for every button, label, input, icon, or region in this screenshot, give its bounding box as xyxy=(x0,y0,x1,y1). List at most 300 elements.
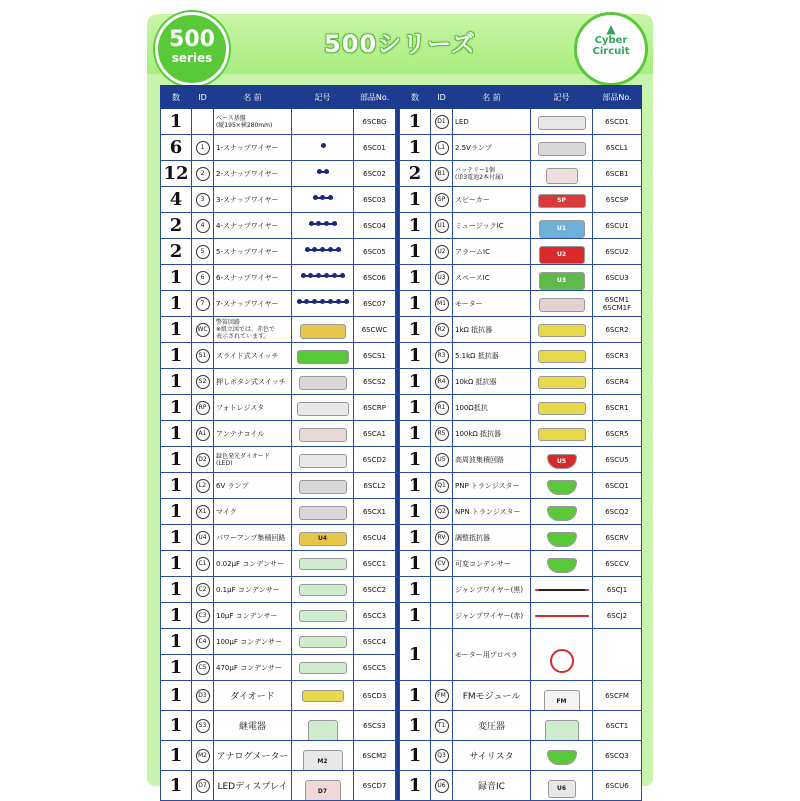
part-code-cell xyxy=(593,421,642,447)
quantity-cell: 1 xyxy=(400,525,431,551)
component-name: 0.1μF コンデンサー xyxy=(216,585,280,594)
part-code-cell xyxy=(354,655,396,681)
part-code-cell xyxy=(593,187,642,213)
wire-line xyxy=(305,249,341,251)
id-cell xyxy=(192,771,214,801)
mic-symbol-icon xyxy=(299,506,347,518)
component-id-badge: A1 xyxy=(196,427,210,441)
snap-dot xyxy=(344,299,349,304)
rv-graphic xyxy=(547,532,577,547)
scr-graphic xyxy=(547,750,577,765)
wire-4-symbol-icon xyxy=(309,220,337,232)
quantity-cell: 1 xyxy=(400,447,431,473)
component-name: 5.1kΩ 抵抗器 xyxy=(455,351,499,360)
component-id-badge: RP xyxy=(196,401,210,415)
component-name: 6-スナップワイヤー xyxy=(216,273,279,282)
id-cell xyxy=(192,741,214,771)
part-code-cell xyxy=(354,109,396,135)
cv-symbol-icon xyxy=(547,558,577,570)
part-code-cell xyxy=(354,265,396,291)
table-row xyxy=(161,447,642,473)
symbol-cell xyxy=(292,395,354,421)
component-name: ジャンプワイヤー(赤) xyxy=(455,611,524,620)
battery-symbol-icon xyxy=(546,168,578,180)
quantity-cell: 1 xyxy=(400,109,431,135)
symbol-cell xyxy=(531,771,593,801)
brand-line-1: Cyber xyxy=(594,35,628,46)
quantity-cell: 1 xyxy=(161,551,192,577)
rv-symbol-icon xyxy=(547,532,577,544)
component-name-note: 表示されています。 xyxy=(216,333,270,340)
table-row xyxy=(161,291,642,317)
name-cell xyxy=(214,187,292,213)
component-name: PNP トランジスター xyxy=(455,481,520,490)
part-code: 6SCM2 xyxy=(362,751,387,760)
propeller-symbol-icon xyxy=(550,649,574,661)
component-id-badge: Q1 xyxy=(435,479,449,493)
name-cell xyxy=(214,629,292,655)
table-row xyxy=(161,239,642,265)
snap-dot xyxy=(317,169,322,174)
id-cell xyxy=(192,109,214,135)
quantity-cell: 1 xyxy=(400,681,431,711)
quantity-cell: 1 xyxy=(400,711,431,741)
component-id-badge: M2 xyxy=(196,749,210,763)
component-id-badge: R4 xyxy=(435,375,449,389)
component-id-badge: S2 xyxy=(196,375,210,389)
snap-dot xyxy=(324,169,329,174)
part-code-cell xyxy=(593,629,642,681)
id-cell xyxy=(431,577,453,603)
name-cell xyxy=(214,681,292,711)
part-code: 6SCB1 xyxy=(605,169,629,178)
quantity-cell: 12 xyxy=(161,161,192,187)
name-cell xyxy=(214,213,292,239)
component-name: モーター xyxy=(455,299,483,308)
id-cell xyxy=(192,187,214,213)
component-name: パワーアンプ集積回路 xyxy=(216,533,286,542)
component-name: 押しボタン式スイッチ xyxy=(216,377,286,386)
component-id-badge: L1 xyxy=(435,141,449,155)
symbol-cell xyxy=(292,655,354,681)
component-name: 10μF コンデンサー xyxy=(216,611,278,620)
battery-graphic xyxy=(546,168,578,184)
quantity-cell: 1 xyxy=(161,525,192,551)
symbol-cell xyxy=(531,161,593,187)
quantity-cell: 1 xyxy=(400,629,431,681)
id-cell xyxy=(431,343,453,369)
part-code: 6SCS2 xyxy=(363,377,386,386)
component-id-badge: Q2 xyxy=(435,505,449,519)
component-id-badge: C2 xyxy=(196,583,210,597)
quantity-cell: 1 xyxy=(400,551,431,577)
part-code-cell xyxy=(593,291,642,317)
part-code: 6SCWC xyxy=(361,325,388,334)
id-cell xyxy=(192,655,214,681)
quantity-cell: 1 xyxy=(161,629,192,655)
quantity-cell: 1 xyxy=(161,291,192,317)
part-code-cell xyxy=(593,343,642,369)
wire-5-symbol-icon xyxy=(305,246,341,258)
part-code-cell xyxy=(354,629,396,655)
symbol-cell xyxy=(531,395,593,421)
name-cell xyxy=(214,369,292,395)
whistle-graphic xyxy=(300,324,346,339)
part-code-cell xyxy=(354,161,396,187)
snap-dot xyxy=(301,273,306,278)
part-code-cell xyxy=(593,551,642,577)
part-code: 6SCR3 xyxy=(605,351,629,360)
quantity-cell: 1 xyxy=(400,135,431,161)
part-code-cell xyxy=(593,603,642,629)
part-code: 6SCU5 xyxy=(605,455,629,464)
part-code-cell xyxy=(354,473,396,499)
part-code: 6SCR4 xyxy=(605,377,629,386)
name-cell xyxy=(453,551,531,577)
part-code: 6SCFM xyxy=(605,691,629,700)
part-code: 6SCD2 xyxy=(362,455,387,464)
component-id-badge: D1 xyxy=(435,115,449,129)
name-cell xyxy=(453,343,531,369)
part-code-cell xyxy=(354,499,396,525)
part-code-cell xyxy=(593,447,642,473)
component-id-badge: 1 xyxy=(196,141,210,155)
series-word: series xyxy=(171,51,213,65)
snap-dot xyxy=(328,299,333,304)
wire-line xyxy=(317,171,329,173)
component-name: バッテリー1個 xyxy=(455,166,495,174)
wire-line xyxy=(297,301,349,303)
component-id-badge: C3 xyxy=(196,609,210,623)
col-id: ID xyxy=(431,86,453,109)
table-row xyxy=(161,711,642,741)
name-cell xyxy=(453,629,531,681)
whistle-symbol-icon xyxy=(300,324,346,336)
symbol-cell xyxy=(531,473,593,499)
component-name: 7-スナップワイヤー xyxy=(216,299,279,308)
name-cell xyxy=(453,771,531,801)
name-cell xyxy=(214,135,292,161)
component-name: 6V ランプ xyxy=(216,481,249,490)
photoresistor-symbol-icon xyxy=(297,402,349,414)
resistor-symbol-icon xyxy=(538,324,586,336)
diode-symbol-icon xyxy=(302,690,344,702)
part-code: 6SCT1 xyxy=(605,721,629,730)
part-code-cell xyxy=(354,291,396,317)
wire-line xyxy=(301,275,345,277)
name-cell xyxy=(453,109,531,135)
capacitor-symbol-icon xyxy=(299,662,347,674)
component-name: 470μF コンデンサー xyxy=(216,663,282,672)
symbol-cell xyxy=(292,551,354,577)
component-name-note: ※組立図では、赤色で xyxy=(216,326,276,333)
quantity-cell: 1 xyxy=(161,577,192,603)
quantity-cell: 1 xyxy=(161,109,192,135)
name-cell xyxy=(214,291,292,317)
component-name: 3-スナップワイヤー xyxy=(216,195,279,204)
id-cell xyxy=(431,213,453,239)
component-name: モーター用プロペラ xyxy=(455,650,518,659)
resistor-graphic xyxy=(538,324,586,337)
name-cell xyxy=(214,109,292,135)
col-symbol: 記号 xyxy=(531,86,593,109)
lamp-symbol-icon xyxy=(299,480,347,492)
id-cell xyxy=(192,603,214,629)
component-name: 1kΩ 抵抗器 xyxy=(455,325,493,334)
component-name: 警笛回路 xyxy=(216,319,241,326)
id-cell xyxy=(192,291,214,317)
component-name: NPN トランジスター xyxy=(455,507,521,516)
quantity-cell: 1 xyxy=(400,771,431,801)
component-id-badge: RV xyxy=(435,531,449,545)
part-code-cell xyxy=(354,187,396,213)
name-cell xyxy=(214,711,292,741)
photoresistor-graphic xyxy=(297,402,349,416)
resistor-symbol-icon xyxy=(538,402,586,414)
component-id-badge: 7 xyxy=(196,297,210,311)
id-cell xyxy=(192,711,214,741)
part-code: 6SCU2 xyxy=(605,247,629,256)
component-id-badge: FM xyxy=(435,689,449,703)
part-code: 6SCRP xyxy=(363,403,386,412)
id-cell xyxy=(192,265,214,291)
quantity-cell: 4 xyxy=(161,187,192,213)
name-cell xyxy=(214,499,292,525)
motor-symbol-icon xyxy=(539,298,585,310)
column-divider xyxy=(396,655,400,681)
symbol-cell xyxy=(292,239,354,265)
part-code-cell xyxy=(354,771,396,801)
fm-symbol-icon xyxy=(544,690,580,705)
quantity-cell: 1 xyxy=(161,681,192,711)
name-cell xyxy=(453,265,531,291)
id-cell xyxy=(192,369,214,395)
name-cell xyxy=(214,741,292,771)
jumper-black-symbol-icon xyxy=(535,584,589,596)
component-id-badge: CV xyxy=(435,557,449,571)
u5-symbol-icon xyxy=(547,454,577,466)
part-code-cell xyxy=(593,711,642,741)
id-cell xyxy=(431,161,453,187)
component-id-badge: C4 xyxy=(196,635,210,649)
jumper-red-graphic xyxy=(535,615,589,617)
quantity-cell: 1 xyxy=(400,603,431,629)
part-code-cell xyxy=(354,447,396,473)
resistor-symbol-icon xyxy=(538,376,586,388)
part-code: 6SCJ2 xyxy=(606,611,628,620)
brand-badge xyxy=(574,12,648,86)
name-cell xyxy=(453,135,531,161)
component-id-badge: U3 xyxy=(435,271,449,285)
u6-graphic: U6 xyxy=(548,780,576,798)
component-name: 2-スナップワイヤー xyxy=(216,169,279,178)
slide-switch-symbol-icon xyxy=(297,350,349,362)
name-cell xyxy=(214,771,292,801)
symbol-cell xyxy=(292,741,354,771)
capacitor-symbol-icon xyxy=(299,610,347,622)
table-row xyxy=(161,213,642,239)
snap-dot xyxy=(313,195,318,200)
component-id-badge: T1 xyxy=(435,719,449,733)
component-name: 継電器 xyxy=(238,722,266,732)
name-cell xyxy=(453,711,531,741)
col-name: 名 前 xyxy=(453,86,531,109)
col-id: ID xyxy=(192,86,214,109)
capacitor-symbol-icon xyxy=(299,558,347,570)
component-name: LEDディスプレイ xyxy=(217,782,288,792)
component-name: 1-スナップワイヤー xyxy=(216,143,279,152)
component-id-badge: U6 xyxy=(435,779,449,793)
symbol-cell xyxy=(531,603,593,629)
symbol-cell xyxy=(531,741,593,771)
quantity-cell: 1 xyxy=(400,577,431,603)
col-code: 部品No. xyxy=(593,86,642,109)
part-code: 6SCSP xyxy=(605,195,629,204)
component-id-badge: L2 xyxy=(196,479,210,493)
snap-dot xyxy=(312,247,317,252)
symbol-cell xyxy=(531,629,593,681)
symbol-cell xyxy=(531,525,593,551)
component-name: 可変コンデンサー xyxy=(455,559,511,568)
name-cell xyxy=(214,603,292,629)
id-cell xyxy=(431,291,453,317)
capacitor-graphic xyxy=(299,584,347,596)
part-code-cell xyxy=(354,577,396,603)
table-row xyxy=(161,369,642,395)
part-code-cell xyxy=(593,577,642,603)
snap-dot xyxy=(304,299,309,304)
led-red-symbol-icon xyxy=(538,116,586,128)
id-cell xyxy=(192,577,214,603)
symbol-cell xyxy=(292,135,354,161)
name-cell xyxy=(214,265,292,291)
table-row xyxy=(161,577,642,603)
name-cell xyxy=(453,291,531,317)
part-code-cell xyxy=(593,771,642,801)
push-switch-symbol-icon xyxy=(299,376,347,388)
col-qty: 数 xyxy=(400,86,431,109)
part-code-cell xyxy=(354,135,396,161)
symbol-cell xyxy=(531,551,593,577)
quantity-cell: 2 xyxy=(161,213,192,239)
part-code-cell xyxy=(354,317,396,343)
component-name: 100μF コンデンサー xyxy=(216,637,282,646)
quantity-cell: 1 xyxy=(161,447,192,473)
snap-dot xyxy=(336,247,341,252)
symbol-cell xyxy=(292,711,354,741)
id-cell xyxy=(431,499,453,525)
resistor-symbol-icon xyxy=(538,428,586,440)
component-name: 録音IC xyxy=(478,782,505,792)
symbol-cell xyxy=(531,135,593,161)
symbol-cell xyxy=(531,421,593,447)
capacitor-graphic xyxy=(299,558,347,570)
quantity-cell: 1 xyxy=(400,213,431,239)
part-code-cell xyxy=(354,681,396,711)
id-cell xyxy=(431,265,453,291)
mic-graphic xyxy=(299,506,347,520)
part-code: 6SC06 xyxy=(363,273,386,282)
quantity-cell: 1 xyxy=(400,741,431,771)
id-cell xyxy=(431,187,453,213)
display-symbol-icon xyxy=(305,780,341,795)
part-code-cell xyxy=(593,473,642,499)
part-code: 6SCS1 xyxy=(363,351,386,360)
id-cell xyxy=(192,525,214,551)
snap-dot xyxy=(332,273,337,278)
transistor-symbol-icon xyxy=(547,480,577,492)
table-row xyxy=(161,603,642,629)
symbol-cell xyxy=(531,711,593,741)
diode-graphic xyxy=(302,690,344,702)
id-cell xyxy=(431,551,453,577)
quantity-cell: 1 xyxy=(161,771,192,801)
symbol-cell xyxy=(292,421,354,447)
snap-dot xyxy=(328,195,333,200)
symbol-cell xyxy=(531,291,593,317)
part-code-cell xyxy=(354,711,396,741)
component-id-badge: U4 xyxy=(196,531,210,545)
table-row xyxy=(161,629,642,655)
component-name: 高周波集積回路 xyxy=(455,455,504,464)
part-code: 6SC07 xyxy=(363,299,386,308)
component-name: 調整抵抗器 xyxy=(455,533,490,542)
symbol-cell xyxy=(292,161,354,187)
u2-graphic: U2 xyxy=(539,246,585,264)
parts-table xyxy=(160,85,642,801)
capacitor-graphic xyxy=(299,662,347,674)
id-cell xyxy=(431,369,453,395)
jumper-red-symbol-icon xyxy=(535,610,589,622)
component-id-badge: WC xyxy=(196,323,210,337)
resistor-graphic xyxy=(538,428,586,441)
u2-symbol-icon xyxy=(539,246,585,258)
led-green-symbol-icon xyxy=(299,454,347,466)
component-id-badge: R1 xyxy=(435,401,449,415)
component-name: ダイオード xyxy=(230,692,275,702)
component-id-badge: D3 xyxy=(196,689,210,703)
id-cell xyxy=(431,629,453,681)
part-code-cell xyxy=(593,213,642,239)
part-code-cell xyxy=(354,369,396,395)
part-code: 6SCBG xyxy=(362,117,387,126)
table-row xyxy=(161,343,642,369)
name-cell xyxy=(453,369,531,395)
capacitor-symbol-icon xyxy=(299,636,347,648)
quantity-cell: 1 xyxy=(161,473,192,499)
symbol-cell xyxy=(292,317,354,343)
part-code-cell xyxy=(593,135,642,161)
u3-symbol-icon xyxy=(539,272,585,284)
id-cell xyxy=(192,395,214,421)
quantity-cell: 2 xyxy=(161,239,192,265)
table-row xyxy=(161,135,642,161)
name-cell xyxy=(214,395,292,421)
id-cell xyxy=(431,317,453,343)
component-name: アンテナコイル xyxy=(216,429,265,438)
cv-graphic xyxy=(547,558,577,573)
symbol-cell xyxy=(292,265,354,291)
id-cell xyxy=(192,161,214,187)
transformer-graphic xyxy=(545,720,579,741)
id-cell xyxy=(431,109,453,135)
resistor-graphic xyxy=(538,402,586,415)
name-cell xyxy=(214,655,292,681)
lamp-symbol-icon xyxy=(538,142,586,154)
symbol-cell xyxy=(292,473,354,499)
jumper-black-graphic xyxy=(535,589,589,591)
snap-dot xyxy=(320,195,325,200)
